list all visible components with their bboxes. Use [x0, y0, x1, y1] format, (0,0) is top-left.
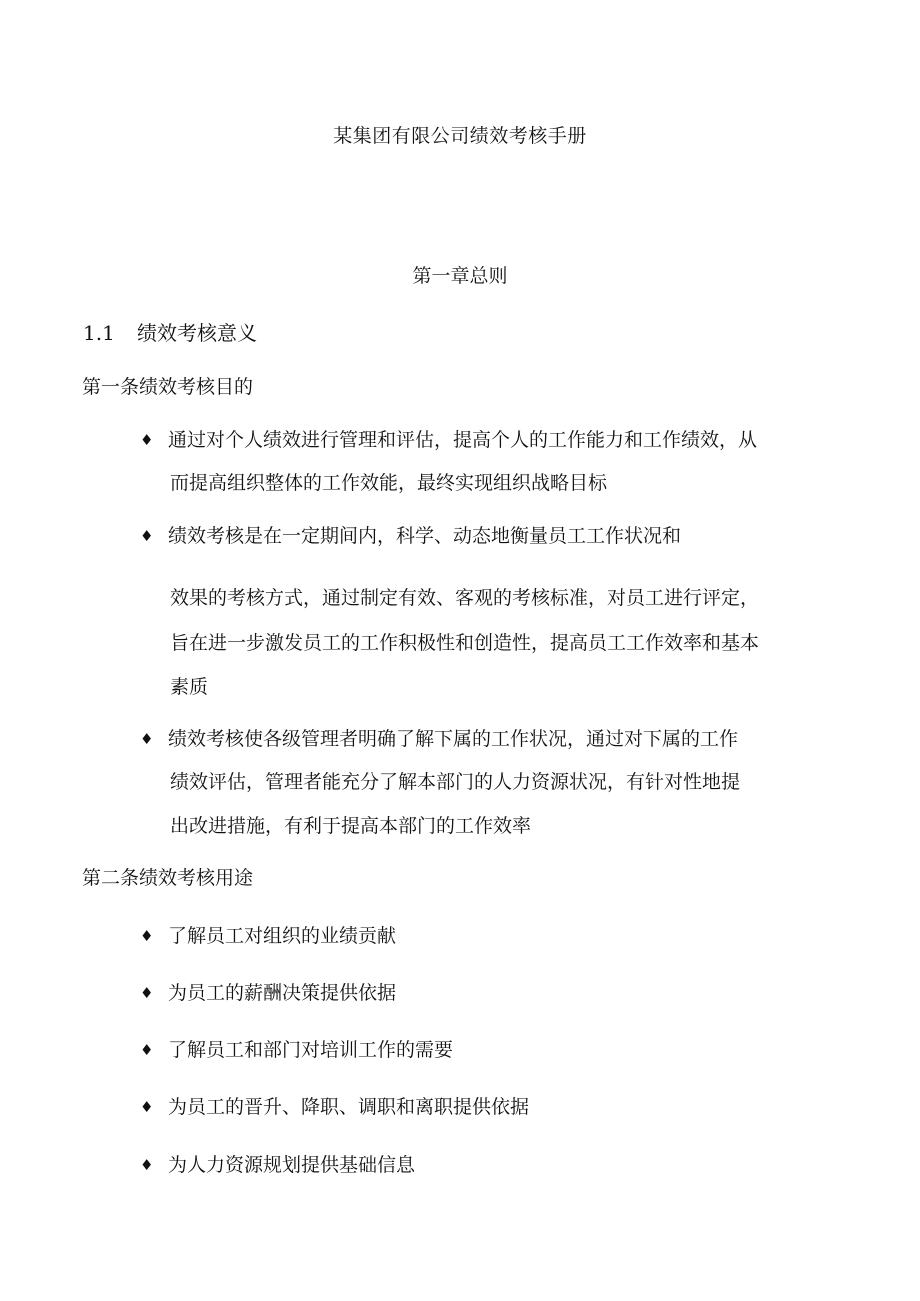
bullet-continuation-line: 而提高组织整体的工作效能，最终实现组织战略目标: [170, 472, 608, 494]
bullet-line: 绩效考核使各级管理者明确了解下属的工作状况，通过对下属的工作: [168, 728, 739, 750]
diamond-bullet-icon: ♦: [140, 1098, 154, 1116]
bullet-continuation-line: 效果的考核方式，通过制定有效、客观的考核标准，对员工进行评定，: [170, 587, 760, 609]
article-1-bullet-3: [140, 725, 738, 754]
section-title: 绩效考核意义: [137, 321, 257, 345]
bullet-line: 为员工的晋升、降职、调职和离职提供依据: [168, 1096, 530, 1118]
bullet-line: 为员工的薪酬决策提供依据: [168, 982, 397, 1004]
diamond-bullet-icon: ♦: [140, 984, 154, 1002]
article-2-title: 第二条绩效考核用途: [82, 867, 254, 889]
diamond-bullet-icon: ♦: [140, 527, 154, 545]
document-title: 某集团有限公司绩效考核手册: [333, 125, 587, 147]
section-number: 1.1: [83, 321, 115, 345]
article-1-bullet-2: [140, 522, 681, 551]
diamond-bullet-icon: ♦: [140, 927, 154, 945]
bullet-line: 绩效考核是在一定期间内，科学、动态地衡量员工工作状况和: [168, 525, 682, 547]
section-heading: [83, 318, 257, 348]
bullet-line: 了解员工对组织的业绩贡献: [168, 925, 397, 947]
diamond-bullet-icon: ♦: [140, 1041, 154, 1059]
article-1-title: 第一条绩效考核目的: [82, 376, 254, 398]
article-2-bullet-1: [140, 922, 396, 951]
bullet-continuation-line: 旨在进一步激发员工的工作积极性和创造性，提高员工工作效率和基本: [170, 632, 760, 654]
article-2-bullet-3: [140, 1036, 453, 1065]
chapter-title: 第一章总则: [412, 265, 508, 287]
bullet-continuation-line: 出改进措施，有利于提高本部门的工作效率: [170, 815, 532, 837]
article-2-bullet-4: [140, 1093, 529, 1122]
article-1-bullet-1: [140, 426, 757, 455]
bullet-continuation-line: 绩效评估，管理者能充分了解本部门的人力资源状况，有针对性地提: [170, 771, 741, 793]
diamond-bullet-icon: ♦: [140, 1156, 154, 1174]
bullet-continuation-line: 素质: [170, 676, 209, 698]
diamond-bullet-icon: ♦: [140, 431, 154, 449]
article-2-bullet-5: [140, 1151, 415, 1180]
bullet-line: 了解员工和部门对培训工作的需要: [168, 1039, 454, 1061]
bullet-line: 为人力资源规划提供基础信息: [168, 1154, 416, 1176]
article-2-bullet-2: [140, 979, 396, 1008]
diamond-bullet-icon: ♦: [140, 730, 154, 748]
bullet-line: 通过对个人绩效进行管理和评估，提高个人的工作能力和工作绩效，从: [168, 429, 758, 451]
